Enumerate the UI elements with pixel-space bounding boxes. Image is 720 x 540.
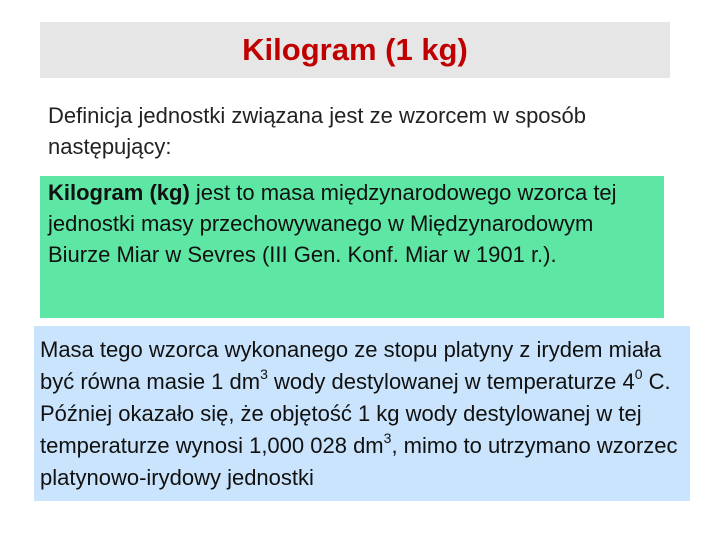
note-superscript-3: 3	[383, 429, 392, 446]
note-paragraph	[40, 334, 690, 494]
definition-term: Kilogram (kg)	[48, 180, 190, 205]
title-bar	[40, 22, 670, 78]
note-superscript-1: 3	[260, 365, 268, 382]
note-superscript-2: 0	[634, 365, 643, 382]
note-text-3: C. Później okazało się, że objętość 1 kg wody destylowanej w tej temperaturze wynosi 1,000 028 dm	[40, 369, 671, 458]
definition-box	[40, 176, 664, 318]
slide-title: Kilogram (1 kg)	[242, 32, 468, 67]
note-text-1: Masa tego wzorca wykonanego ze stopu platyny z irydem miała być równa masie 1 dm	[40, 337, 662, 394]
intro-text: Definicja jednostki związana jest ze wzorcem w sposób następujący:	[48, 103, 587, 159]
definition-text: jest to masa międzynarodowego wzorca tej jednostki masy przechowywanego w Międzynarodowym Biurze Miar w Sevres (III Gen. Konf. Miar w 1901 r.).	[48, 180, 617, 267]
note-text-4: , mimo to utrzymano wzorzec platynowo-irydowy jednostki	[40, 433, 678, 490]
definition-paragraph	[48, 176, 656, 270]
note-text-2: wody destylowanej w temperaturze 4	[267, 369, 635, 394]
